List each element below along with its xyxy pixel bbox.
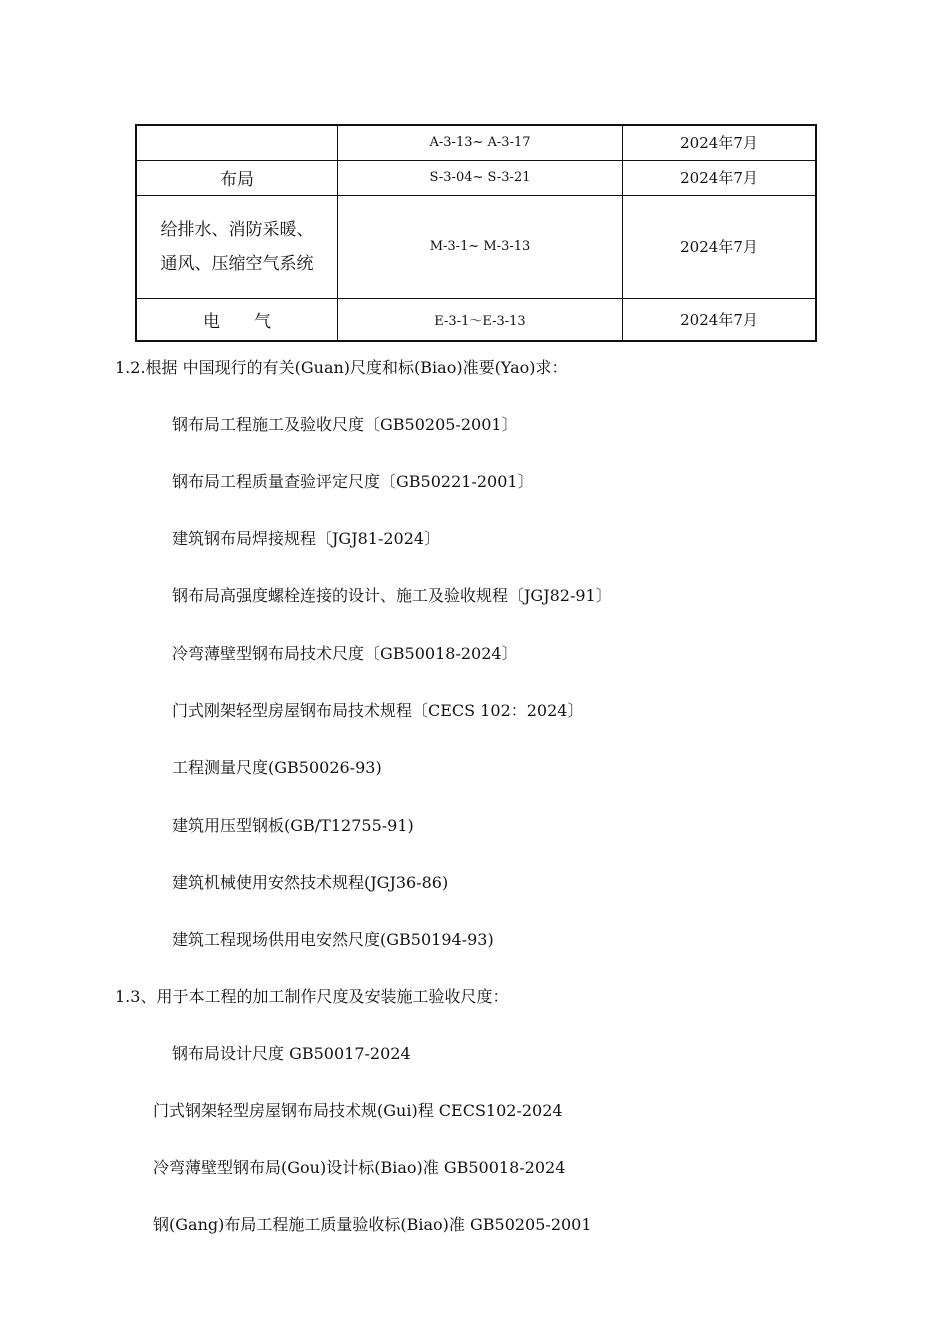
standard-item: 建筑机械使用安然技术规程(JGJ36-86) [172, 873, 449, 892]
standard-item: 钢布局工程质量查验评定尺度〔GB50221-2001〕 [172, 472, 534, 491]
drawing-range-cell: A-3-13~ A-3-17 [338, 125, 623, 160]
standard-item: 钢布局高强度螺栓连接的设计、施工及验收规程〔JGJ82-91〕 [172, 586, 612, 605]
date-cell: 2024年7月 [623, 160, 817, 195]
system-cell: 布局 [136, 160, 338, 195]
standard-item: 建筑钢布局焊接规程〔JGJ81-2024〕 [172, 529, 441, 548]
system-cell [136, 125, 338, 160]
system-line: 给排水、消防采暖、 [160, 219, 314, 240]
drawing-range-cell: M-3-1~ M-3-13 [338, 195, 623, 298]
system-cell: 电 气 [136, 298, 338, 341]
date-cell: 2024年7月 [623, 298, 817, 341]
table-row [136, 160, 816, 195]
date-cell: 2024年7月 [623, 125, 817, 160]
system-cell [136, 195, 338, 298]
table-row [136, 298, 816, 341]
standard-item: 门式钢架轻型房屋钢布局技术规(Gui)程 CECS102-2024 [153, 1101, 563, 1120]
standard-item: 冷弯薄壁型钢布局技术尺度〔GB50018-2024〕 [172, 644, 518, 663]
date-cell: 2024年7月 [623, 195, 817, 298]
standard-item: 冷弯薄壁型钢布局(Gou)设计标(Biao)准 GB50018-2024 [153, 1158, 566, 1177]
drawings-table [135, 124, 817, 342]
drawing-range-cell: E-3-1～E-3-13 [338, 298, 623, 341]
table-row [136, 125, 816, 160]
standard-item: 建筑工程现场供用电安然尺度(GB50194-93) [172, 930, 494, 949]
drawing-range-cell: S-3-04~ S-3-21 [338, 160, 623, 195]
standard-item: 钢布局工程施工及验收尺度〔GB50205-2001〕 [172, 415, 518, 434]
standard-item: 建筑用压型钢板(GB/T12755-91) [172, 816, 414, 835]
section-1-2-heading: 1.2.根据 中国现行的有关(Guan)尺度和标(Biao)准要(Yao)求： [115, 358, 568, 377]
standard-item: 门式刚架轻型房屋钢布局技术规程〔CECS 102：2024〕 [172, 701, 584, 720]
standard-item: 钢布局设计尺度 GB50017-2024 [172, 1044, 411, 1063]
section-1-3-heading: 1.3、用于本工程的加工制作尺度及安装施工验收尺度： [115, 987, 509, 1006]
system-line: 通风、压缩空气系统 [160, 253, 314, 274]
table-row [136, 195, 816, 298]
standard-item: 工程测量尺度(GB50026-93) [172, 758, 382, 777]
standard-item: 钢(Gang)布局工程施工质量验收标(Biao)准 GB50205-2001 [153, 1215, 592, 1234]
